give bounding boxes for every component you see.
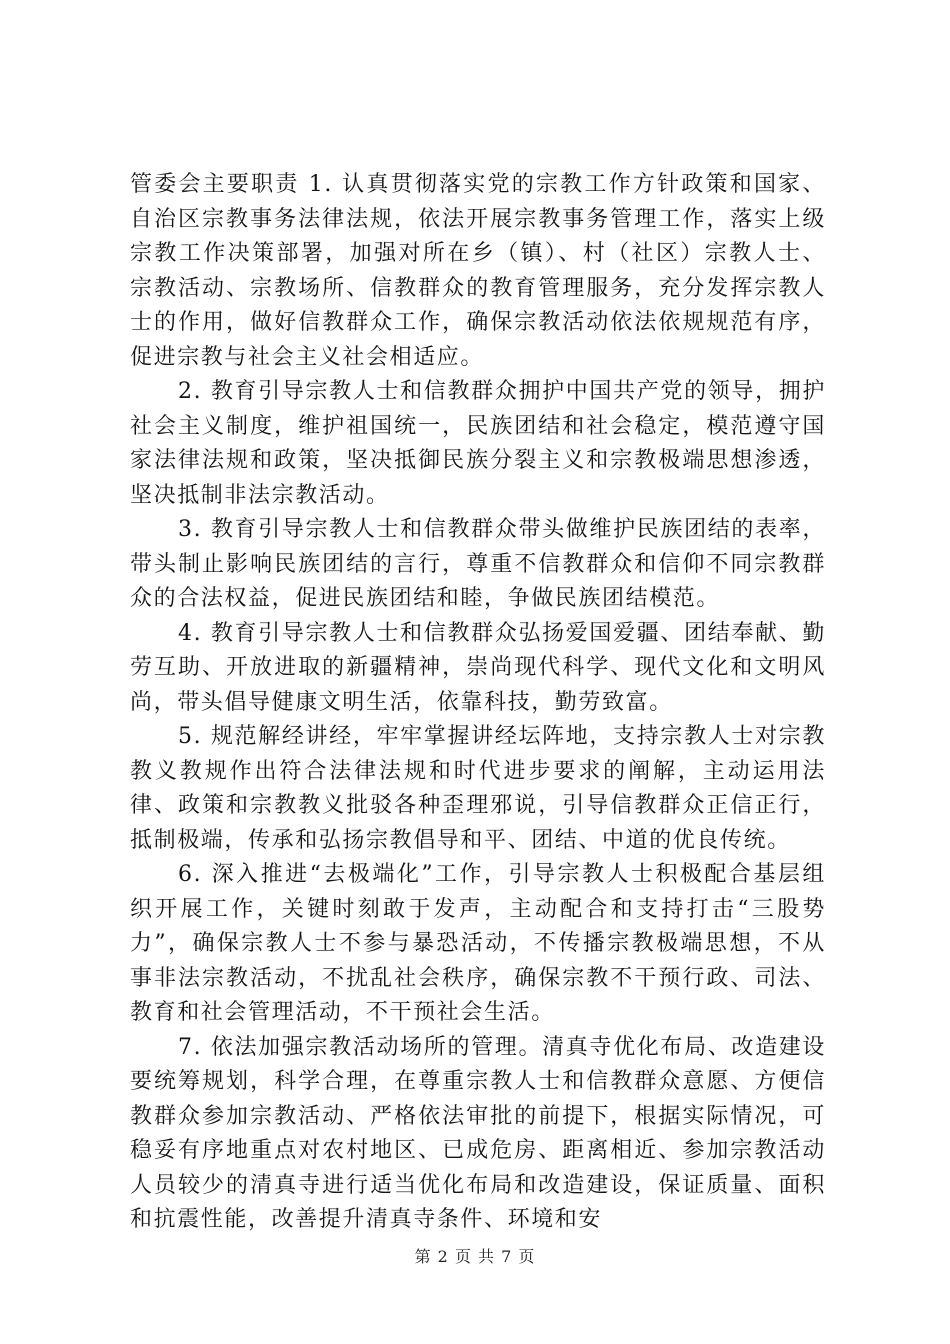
paragraph-duties-intro: 管委会主要职责 1. 认真贯彻落实党的宗教工作方针政策和国家、自治区宗教事务法律法规，依法开展宗教事务管理工作，落实上级宗教工作决策部署，加强对所在乡（镇）、村（社区）宗教人士、宗教活动、宗教场所、信教群众的教育管理服务，充分发挥宗教人士的作用，做好信教群众工作，确保宗教活动依法依规规范有序，促进宗教与社会主义社会相适应。 [130, 172, 826, 370]
paragraph-item-7: 7. 依法加强宗教活动场所的管理。清真寺优化布局、改造建设要统筹规划，科学合理，在尊重宗教人士和信教群众意愿、方便信教群众参加宗教活动、严格依法审批的前提下，根据实际情况，可稳妥有序地重点对农村地区、已成危房、距离相近、参加宗教活动人员较少的清真寺进行适当优化布局和改造建设，保证质量、面积和抗震性能，改善提升清真寺条件、环境和安 [130, 1034, 826, 1232]
paragraph-item-4: 4. 教育引导宗教人士和信教群众弘扬爱国爱疆、团结奉献、勤劳互助、开放进取的新疆精神，崇尚现代科学、现代文化和文明风尚，带头倡导健康文明生活，依靠科技，勤劳致富。 [130, 620, 826, 715]
document-body [130, 168, 826, 1238]
paragraph-item-6: 6. 深入推进“去极端化”工作，引导宗教人士积极配合基层组织开展工作，关键时刻敢于发声，主动配合和支持打击“三股势力”，确保宗教人士不参与暴恐活动，不传播宗教极端思想，不从事非法宗教活动，不扰乱社会秩序，确保宗教不干预行政、司法、教育和社会管理活动，不干预社会生活。 [130, 862, 826, 1025]
paragraph-item-3: 3. 教育引导宗教人士和信教群众带头做维护民族团结的表率，带头制止影响民族团结的言行，尊重不信教群众和信仰不同宗教群众的合法权益，促进民族团结和睦，争做民族团结模范。 [130, 517, 826, 611]
paragraph-item-5: 5. 规范解经讲经，牢牢掌握讲经坛阵地，支持宗教人士对宗教教义教规作出符合法律法规和时代进步要求的阐解，主动运用法律、政策和宗教教义批驳各种歪理邪说，引导信教群众正信正行，抵制极端，传承和弘扬宗教倡导和平、团结、中道的优良传统。 [130, 724, 826, 853]
paragraph-item-2: 2. 教育引导宗教人士和信教群众拥护中国共产党的领导，拥护社会主义制度，维护祖国统一，民族团结和社会稳定，模范遵守国家法律法规和政策，坚决抵御民族分裂主义和宗教极端思想渗透，坚决抵制非法宗教活动。 [130, 379, 826, 508]
page-number-footer: 第 2 页 共 7 页 [414, 1247, 536, 1266]
